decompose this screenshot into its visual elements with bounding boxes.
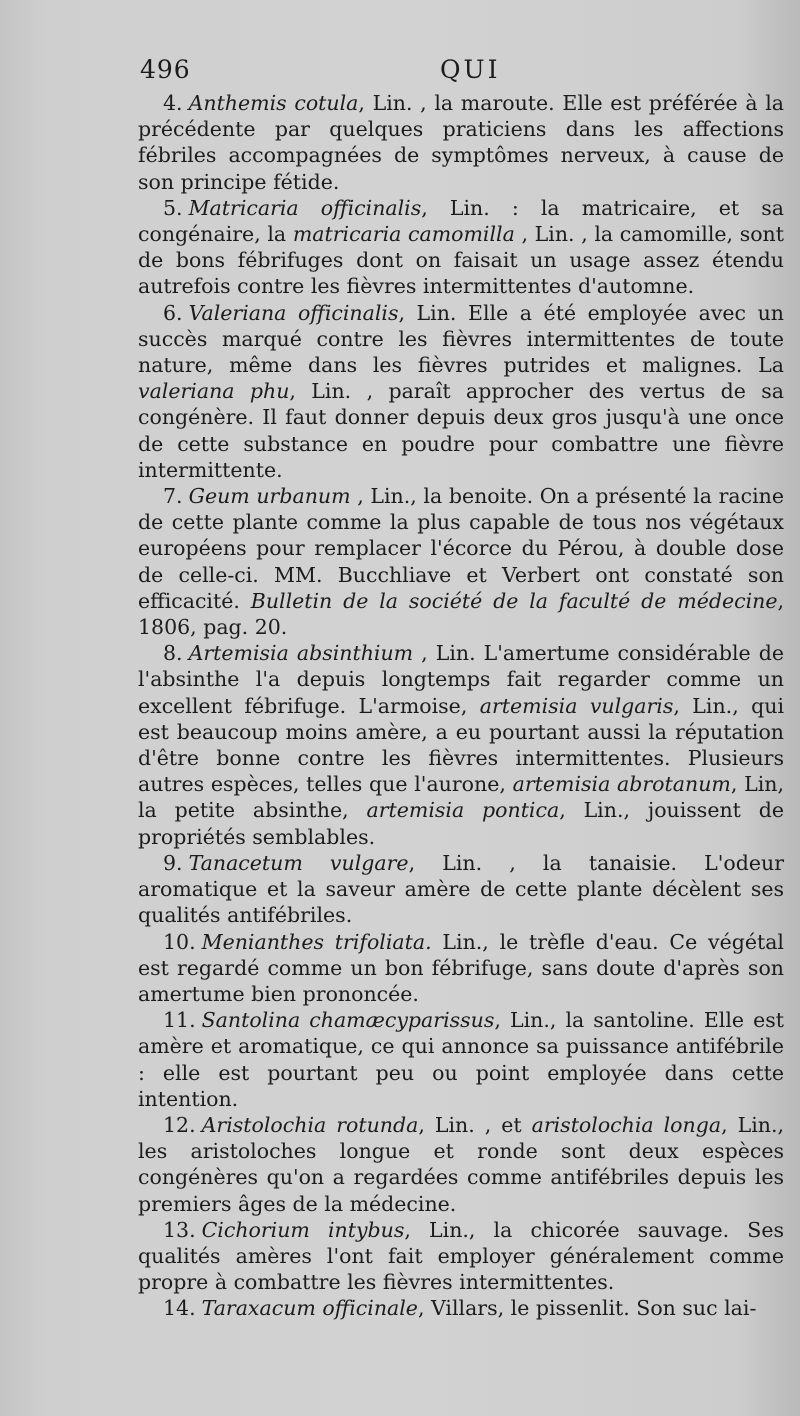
- entry-paragraph: [138, 195, 784, 300]
- entry-text: , Lin. Elle a été employée avec un succès marqué contre les fièvres intermittentes de toute nature, même dans les fièvres putrides et malignes. La: [138, 300, 784, 378]
- entry-number: 7.: [163, 484, 183, 509]
- latin-name: artemisia pontica: [366, 798, 560, 823]
- entry-number: 5.: [163, 195, 183, 220]
- latin-name: Tanacetum vulgare: [188, 850, 409, 875]
- entry-number: 12.: [163, 1112, 196, 1137]
- latin-name: Santolina chamæcyparissus: [201, 1008, 495, 1033]
- entry-paragraph: [138, 929, 784, 1008]
- page-number: 496: [140, 55, 191, 84]
- entry-paragraph: [138, 850, 784, 929]
- entry-number: 10.: [163, 929, 196, 954]
- latin-name: valeriana phu: [138, 379, 290, 404]
- entry-text: , Lin. , et: [418, 1112, 532, 1137]
- latin-name: Matricaria officinalis: [188, 195, 422, 220]
- entry-paragraph: [138, 1217, 784, 1296]
- running-head: [138, 50, 784, 90]
- latin-name: Anthemis cotula: [188, 91, 359, 115]
- entry-text: Lin., le trèfle d'eau. Ce végétal est regardé comme un bon fébrifuge, sans doute d'après son amertume bien prononcée.: [138, 929, 784, 1006]
- entry-number: 4.: [163, 91, 183, 115]
- entry-number: 13.: [163, 1217, 196, 1242]
- entry-paragraph: [138, 90, 784, 195]
- entry-number: 6.: [163, 300, 183, 325]
- latin-name: Valeriana officinalis: [188, 300, 399, 325]
- entry-text: , Lin., jouissent de propriétés semblables.: [138, 798, 785, 849]
- latin-name: matricaria camomilla: [292, 222, 515, 247]
- entry-text: , Lin., la santoline. Elle est amère et aromatique, ce qui annonce sa puissance antifébrile : elle est pourtant peu ou point employée dans cette intention.: [138, 1008, 784, 1111]
- entry-paragraph: [138, 640, 784, 850]
- entry-text: , Lin. : la matricaire, et sa congénaire, la: [138, 195, 784, 247]
- latin-name: aristolochia longa: [531, 1112, 722, 1137]
- entry-paragraph: [138, 483, 784, 640]
- entry-text: , 1806, pag. 20.: [138, 588, 784, 640]
- entry-text: , Lin., qui est beaucoup moins amère, a eu pourtant aussi la réputation d'être bonne contre les fièvres intermittentes. Plusieurs autres espèces, telles que l'aurone,: [138, 693, 784, 797]
- entry-text: , Villars, le pissenlit. Son suc lai-: [417, 1296, 757, 1321]
- latin-name: Aristolochia rotunda: [201, 1112, 419, 1137]
- entry-text: , Lin. L'amertume considérable de l'absinthe l'a depuis longtemps fait regarder comme un excellent fébrifuge. L'armoise,: [138, 641, 784, 718]
- entry-paragraph: [138, 1295, 784, 1321]
- entry-list: [138, 90, 784, 1322]
- latin-name: artemisia abrotanum: [512, 772, 731, 797]
- entry-number: 8.: [163, 641, 183, 666]
- entry-text: , Lin., la chicorée sauvage. Ses qualités amères l'ont fait employer généralement comme propre à combattre les fièvres intermittentes.: [138, 1217, 785, 1295]
- entry-number: 14.: [163, 1296, 196, 1321]
- entry-text: , Lin. , paraît approcher des vertus de sa congénère. Il faut donner depuis deux gros jusqu'à une once de cette substance en poudre pour combattre une fièvre intermittente.: [138, 379, 784, 482]
- entry-number: 11.: [163, 1008, 196, 1033]
- entry-text: , Lin, la petite absinthe,: [138, 772, 784, 823]
- entry-text: , Lin. , la tanaisie. L'odeur aromatique et la saveur amère de cette plante décèlent ses qualités antifébriles.: [138, 850, 785, 928]
- running-title: QUI: [440, 55, 501, 84]
- latin-name: Menianthes trifoliata.: [201, 929, 432, 954]
- latin-name: Geum urbanum: [188, 484, 351, 509]
- entry-text: , Lin., la benoite. On a présenté la racine de cette plante comme la plus capable de tous nos végétaux européens pour remplacer l'écorce du Pérou, à double dose de celle-ci. MM. Bucchliave et Verbert ont constaté son efficacité.: [138, 484, 785, 613]
- entry-paragraph: [138, 1112, 784, 1217]
- latin-name: artemisia vulgaris: [479, 693, 674, 718]
- latin-name: Taraxacum officinale: [201, 1296, 418, 1321]
- book-page: [138, 50, 784, 1322]
- entry-number: 9.: [163, 850, 183, 875]
- entry-text: , Lin. , la maroute. Elle est préférée à la précédente par quelques praticiens dans les affections fébriles accompagnées de symptômes nerveux, à cause de son principe fétide.: [138, 91, 785, 194]
- entry-text: , Lin. , la camomille, sont de bons fébrifuges dont on faisait un usage assez étendu autrefois contre les fièvres intermittentes d'automne.: [138, 222, 785, 299]
- latin-name: Artemisia absinthium: [188, 641, 414, 666]
- entry-paragraph: [138, 1007, 784, 1112]
- entry-text: , Lin., les aristoloches longue et ronde sont deux espèces congénères qu'on a regardées comme antifébriles depuis les premiers âges de la médecine.: [138, 1112, 784, 1216]
- latin-name: Bulletin de la société de la faculté de médecine: [250, 588, 778, 613]
- entry-paragraph: [138, 300, 784, 483]
- latin-name: Cichorium intybus: [201, 1217, 405, 1242]
